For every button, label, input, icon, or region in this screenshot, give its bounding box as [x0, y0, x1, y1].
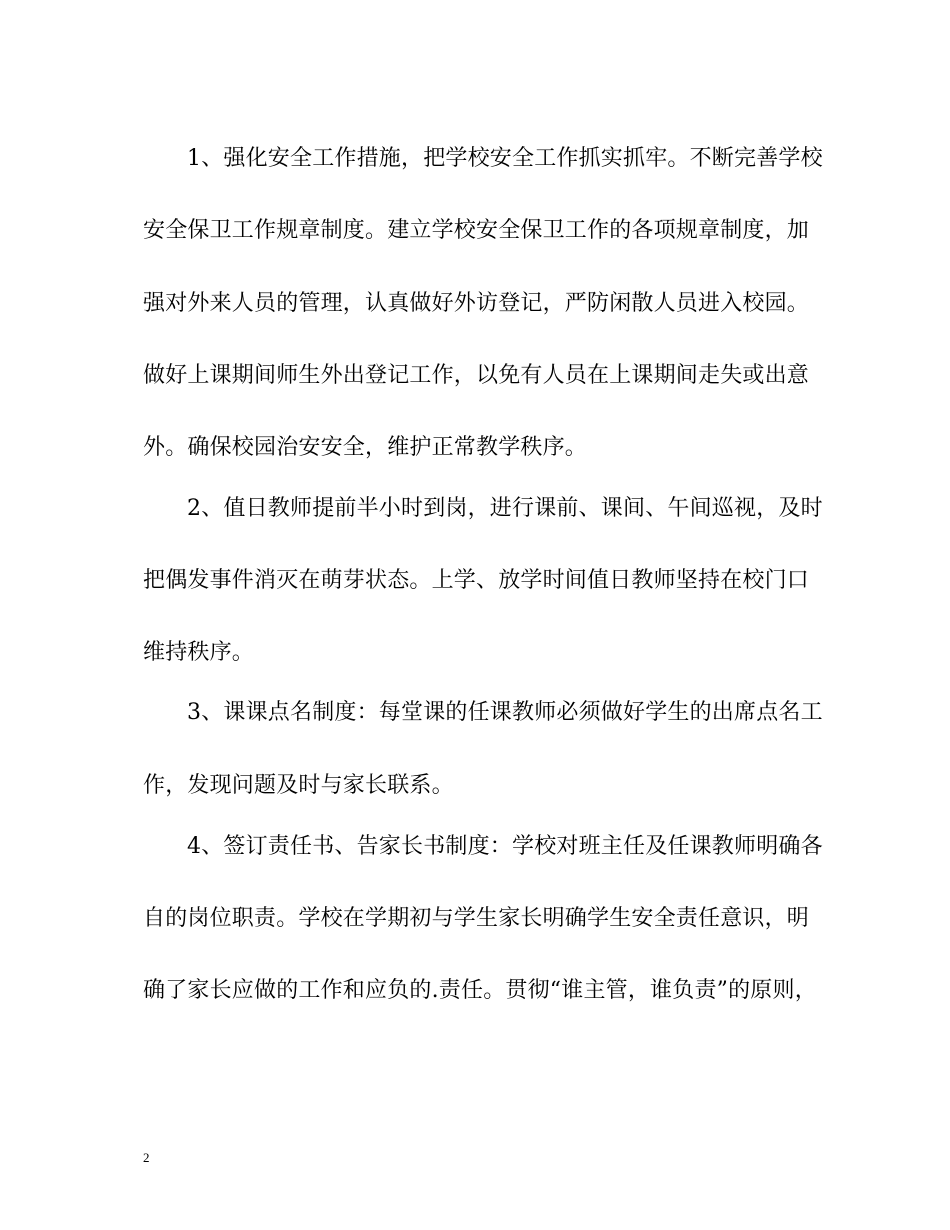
text-line: 1、强化安全工作措施，把学校安全工作抓实抓牢。不断完善学校 [187, 146, 823, 171]
text-line: 作，发现问题及时与家长联系。 [143, 773, 454, 798]
text-line: 3、课课点名制度：每堂课的任课教师必须做好学生的出席点名工 [187, 700, 823, 725]
text-line: 把偶发事件消灭在萌芽状态。上学、放学时间值日教师坚持在校门口 [143, 568, 810, 593]
text-line: 外。确保校园治安安全，维护正常教学秩序。 [143, 435, 588, 460]
text-line: 安全保卫工作规章制度。建立学校安全保卫工作的各项规章制度，加 [143, 218, 810, 243]
text-line: 维持秩序。 [143, 640, 255, 665]
page-number: 2 [143, 1150, 150, 1165]
text-line: 确了家长应做的工作和应负的.责任。贯彻“谁主管，谁负责”的原则， [143, 978, 817, 1003]
text-line: 2、值日教师提前半小时到岗，进行课前、课间、午间巡视，及时 [187, 496, 823, 521]
text-line: 自的岗位职责。学校在学期初与学生家长明确学生安全责任意识，明 [143, 906, 810, 931]
text-line: 做好上课期间师生外出登记工作，以免有人员在上课期间走失或出意 [143, 363, 810, 388]
text-line: 强对外来人员的管理，认真做好外访登记，严防闲散人员进入校园。 [143, 291, 810, 316]
text-line: 4、签订责任书、告家长书制度：学校对班主任及任课教师明确各 [187, 834, 823, 859]
